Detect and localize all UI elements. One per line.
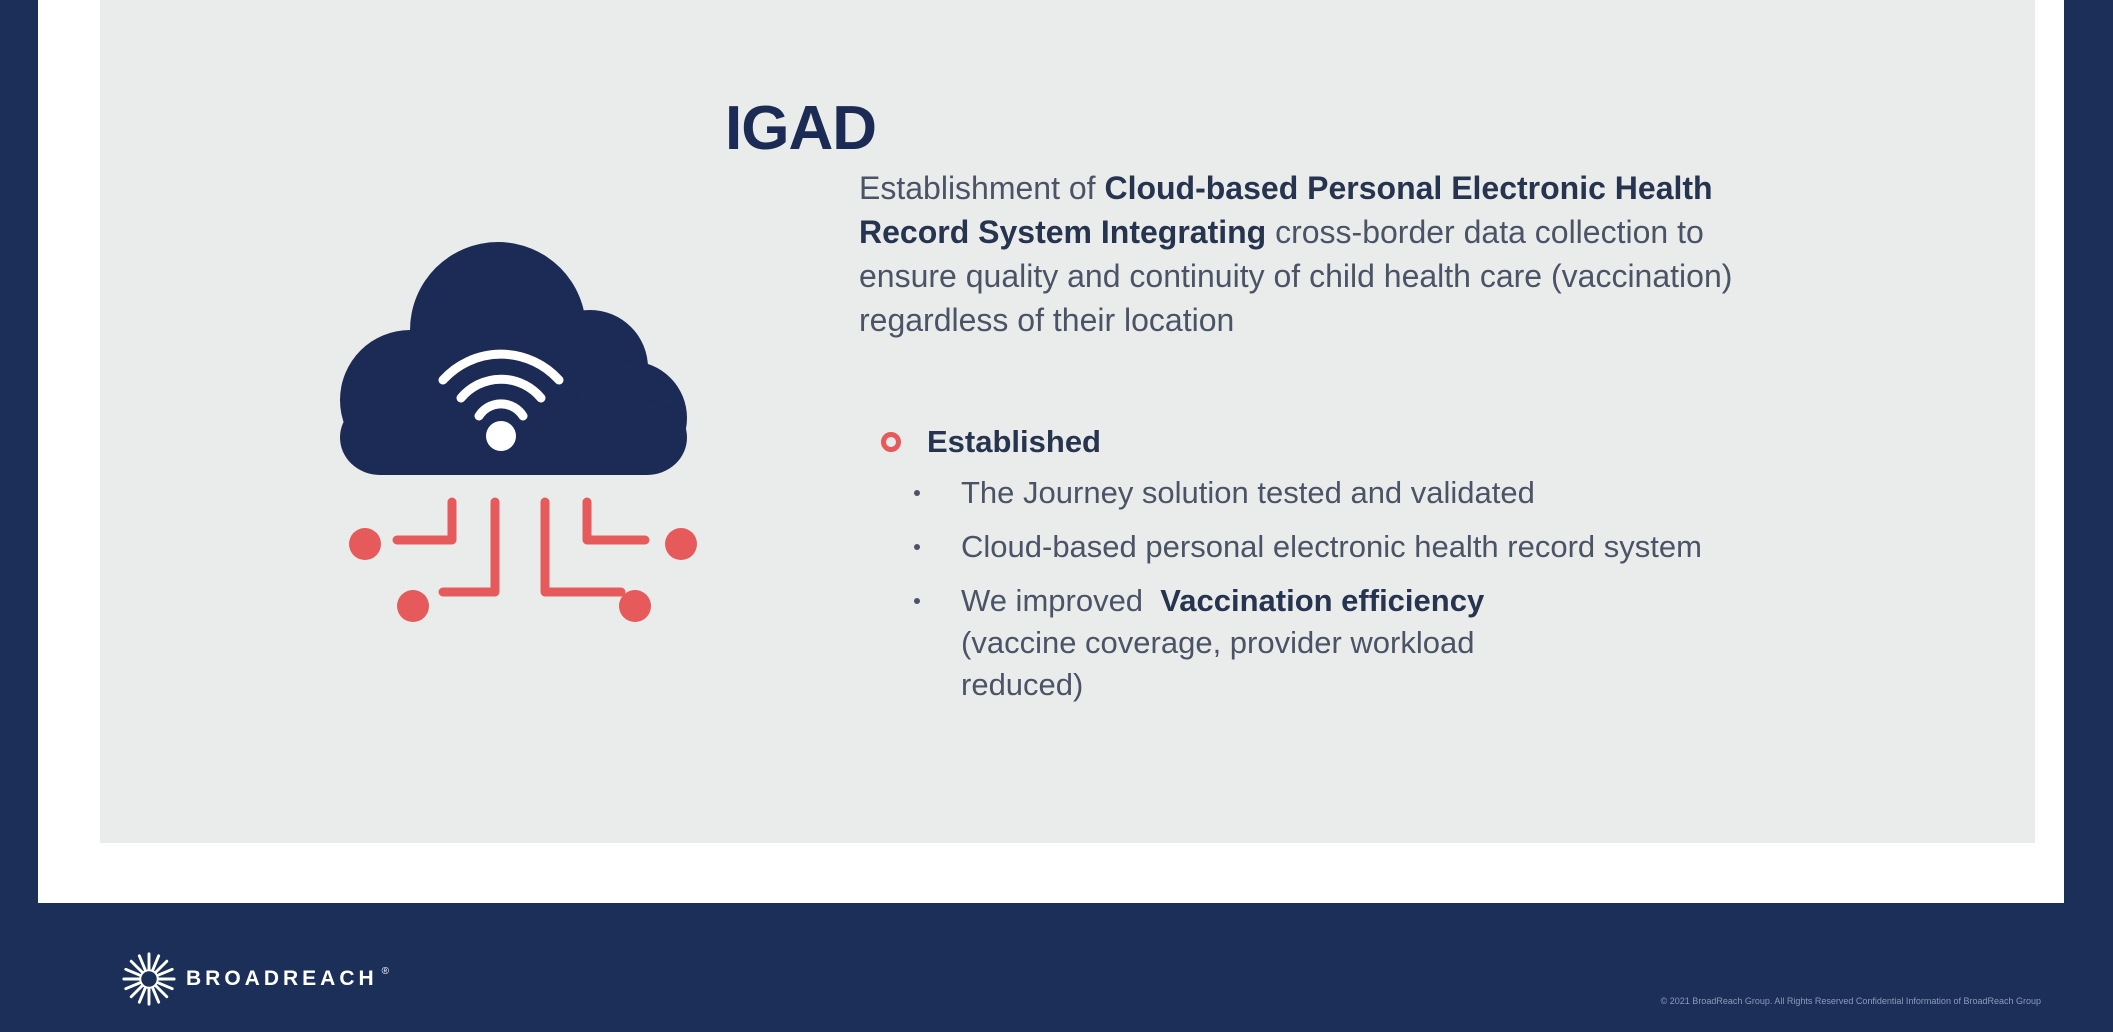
section-heading: Established (927, 424, 1101, 459)
bullet-text-prefix: We improved (961, 583, 1161, 618)
intro-bold: Cloud-based Personal Electronic Health Record System Integrating (859, 170, 1713, 250)
section-heading-row (881, 420, 1761, 464)
established-section (881, 420, 1761, 718)
intro-suffix: cross-border data collection to ensure quality and continuity of child health care (vaccination) regardless of their location (859, 214, 1733, 338)
bullet-dot-icon (914, 598, 920, 604)
bullet-list (881, 472, 1761, 706)
slide-frame (38, 0, 2064, 903)
brand-name: BROADREACH (186, 967, 378, 990)
bullet-item (881, 526, 1741, 568)
broadreach-starburst-logo-icon (120, 950, 178, 1008)
brand-trademark: ® (381, 966, 390, 977)
slide-title: IGAD (725, 94, 876, 163)
circuit-lines (397, 502, 645, 592)
bullet-text-detail: (vaccine coverage, provider workload reduced) (961, 625, 1475, 702)
bullet-text-bold: Vaccination efficiency (1160, 583, 1485, 618)
intro-paragraph (859, 166, 1759, 342)
intro-prefix: Establishment of (859, 170, 1105, 206)
bullet-item (881, 580, 1561, 706)
bullet-text: The Journey solution tested and validated (961, 475, 1535, 510)
bullet-dot-icon (914, 490, 920, 496)
bullet-dot-icon (914, 544, 920, 550)
footer-logo (120, 950, 389, 1008)
bullet-text: Cloud-based personal electronic health record system (961, 529, 1702, 564)
bullet-item (881, 472, 1741, 514)
cloud-wifi-network-icon (335, 240, 715, 640)
ring-bullet-icon (881, 432, 901, 452)
copyright-notice: © 2021 BroadReach Group. All Rights Reserved Confidential Information of BroadReach Group (1660, 996, 2041, 1006)
wifi-dot (486, 421, 516, 451)
